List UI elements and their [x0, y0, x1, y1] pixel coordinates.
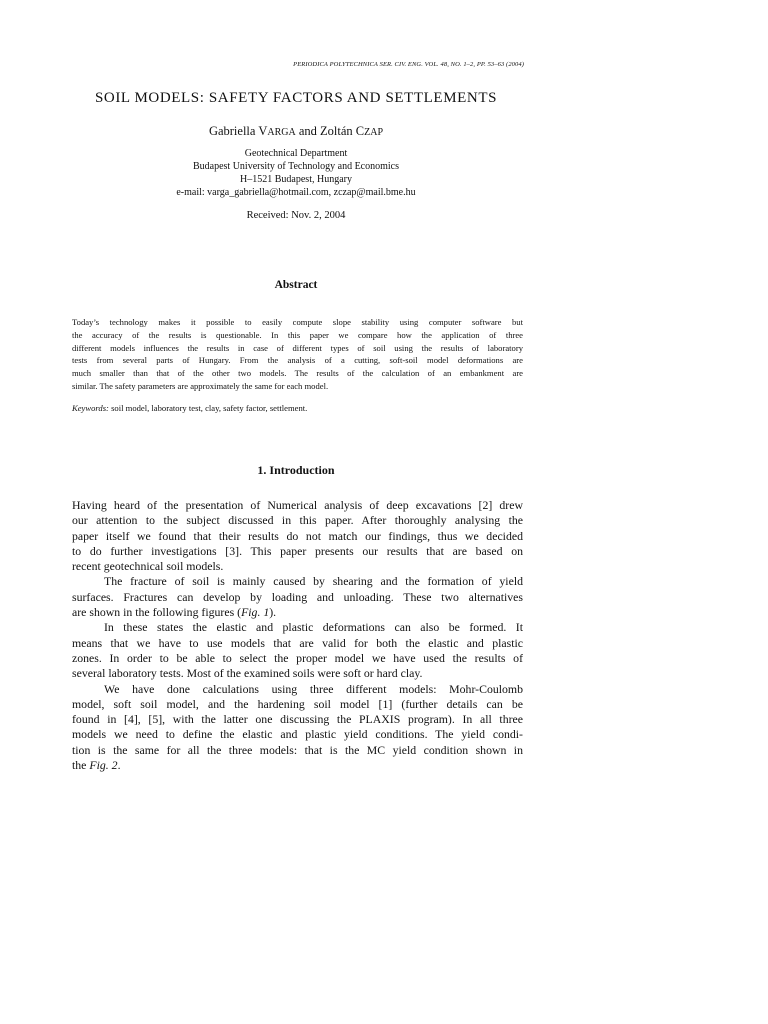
- keywords-label: Keywords:: [72, 403, 109, 413]
- paragraph-line: means that we have to use models that are valid for both the elastic and plastic: [72, 635, 523, 650]
- paragraph-line: zones. In order to be able to select the proper model we have used the results of: [72, 650, 523, 665]
- paragraph-line: [72, 758, 523, 773]
- author-1-family-rest: ARGA: [267, 127, 296, 138]
- paragraph-line: tion is the same for all the three models: that is the MC yield condition shown in: [72, 742, 523, 757]
- paragraph-line: recent geotechnical soil models.: [72, 559, 224, 574]
- journal-header: PERIODICA POLYTECHNICA SER. CIV. ENG. VOL. 48, NO. 1–2, PP. 53–63 (2004): [293, 61, 524, 68]
- paragraph-line: The fracture of soil is mainly caused by shearing and the formation of yield: [104, 574, 523, 589]
- affiliation-university: Budapest University of Technology and Economics: [192, 161, 400, 172]
- author-2-family-initial: C: [355, 124, 365, 138]
- affiliation: [0, 147, 592, 199]
- paragraph-line: to do further investigations [3]. This paper presents our results that are based on: [72, 543, 523, 558]
- figure-reference: Fig. 2: [89, 758, 118, 773]
- author-1-family-initial: V: [258, 124, 268, 138]
- text-run: the: [72, 758, 90, 773]
- paragraph-line: model, soft soil model, and the hardening soil model [1] (further details can be: [72, 696, 523, 711]
- abstract-line: Today’s technology makes it possible to easily compute slope stability using computer software but: [72, 317, 523, 327]
- abstract-line: similar. The safety parameters are approximately the same for each model.: [72, 380, 329, 391]
- abstract-line: different models influences the results in case of different types of soil using the results of laboratory: [72, 342, 523, 353]
- abstract-line: the accuracy of the results is questionable. In this paper we compare how the application of three: [72, 329, 523, 340]
- paragraph-line: found in [4], [5], with the latter one discussing the PLAXIS program). In all three: [72, 712, 523, 727]
- abstract-body: [72, 316, 523, 393]
- text-run: .: [117, 758, 121, 773]
- paragraph-line: [72, 605, 523, 620]
- introduction-body: [72, 498, 523, 773]
- affiliation-department: Geotechnical Department: [244, 148, 348, 159]
- paragraph-line: models we need to define the elastic and plastic yield conditions. The yield condi-: [72, 727, 523, 742]
- authors-and: and: [295, 124, 321, 138]
- authors: [0, 124, 592, 139]
- paragraph-line: Having heard of the presentation of Numerical analysis of deep excavations [2] drew: [72, 498, 523, 512]
- abstract-heading: Abstract: [274, 279, 318, 291]
- author-1-given: Gabriella: [208, 124, 259, 138]
- keywords: [72, 403, 523, 413]
- paragraph-line: several laboratory tests. Most of the examined soils were soft or hard clay.: [72, 666, 423, 681]
- author-2-given: Zoltán: [320, 124, 356, 138]
- paragraph-line: We have done calculations using three different models: Mohr-Coulomb: [104, 681, 523, 696]
- received-date: Received: Nov. 2, 2004: [246, 210, 346, 221]
- section-heading-introduction: 1. Introduction: [257, 463, 335, 477]
- abstract-line: much smaller than that of the other two models. The results of the calculation of an embankment are: [72, 368, 523, 379]
- keywords-list: soil model, laboratory test, clay, safety factor, settlement.: [108, 403, 308, 413]
- paper-title: SOIL MODELS: SAFETY FACTORS AND SETTLEMENTS: [94, 90, 498, 106]
- abstract-line: tests from several parts of Hungary. From the analysis of a cutting, soft-soil model deformations are: [72, 355, 523, 366]
- figure-reference: Fig. 1: [241, 605, 270, 620]
- paragraph-line: In these states the elastic and plastic deformations can also be formed. It: [104, 620, 523, 635]
- paragraph-line: our attention to the subject discussed in this paper. After thoroughly analysing the: [72, 513, 523, 528]
- affiliation-email: e-mail: varga_gabriella@hotmail.com, zczap@mail.bme.hu: [176, 187, 416, 198]
- text-run: are shown in the following figures (: [72, 605, 242, 620]
- paragraph-line: paper itself we found that their results do not match our findings, thus we decided: [72, 528, 523, 543]
- paragraph-line: surfaces. Fractures can develop by loading and unloading. These two alternatives: [72, 589, 523, 604]
- author-2-family-rest: ZAP: [364, 127, 384, 138]
- text-run: ).: [269, 605, 277, 620]
- affiliation-address: H–1521 Budapest, Hungary: [240, 174, 352, 185]
